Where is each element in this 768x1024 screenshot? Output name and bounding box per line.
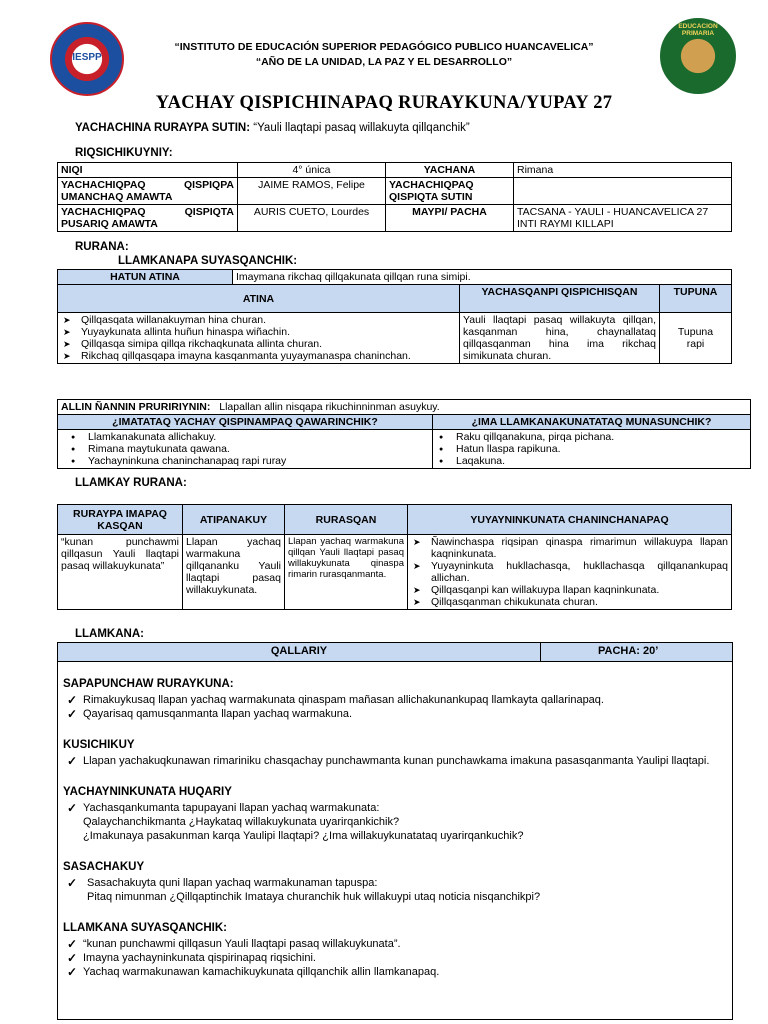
riqsichikuyniy-heading: RIQSICHIKUYNIY: xyxy=(75,147,173,159)
section-title: KUSICHIKUY xyxy=(63,739,135,751)
rubric-cell-3: Llapan yachaq warmakuna qillqan Yauli llaqtapi pasaq willakuykunata qinaspa rimarin rurasqanmanta. xyxy=(285,535,408,610)
table-row xyxy=(58,415,751,430)
institution-name: “INSTITUTO DE EDUCACIÓN SUPERIOR PEDAGÓGICO PUBLICO HUANCAVELICA” xyxy=(174,41,594,53)
llamkana-body xyxy=(63,665,723,979)
list-item: ¿Imakunaya pasakunman karqa Yaulipi llaqtapi? ¿Ima willakuykunatataq uyarirqankuchik? xyxy=(83,830,524,842)
info-value xyxy=(514,178,732,205)
list-item: ✓ Yachaq warmakunawan kamachikuykunata qillqanchik allin llamkanapaq. xyxy=(63,965,723,979)
table-row xyxy=(58,400,751,415)
list-item: ● Raku qillqanakuna, pirqa pichana. xyxy=(436,431,747,443)
allin-label: ALLIN ÑANNIN PRURIRIYNIN: xyxy=(61,401,211,413)
info-key: YACHANA xyxy=(386,163,514,178)
list-item: ● Rimana maytukunata qawana. xyxy=(68,443,429,455)
rubric-header-2: ATIPANAKUY xyxy=(183,505,285,535)
rubric-header-1: RURAYPA IMAPAQ KASQAN xyxy=(58,505,183,535)
list-item: ➤ Qillqasqanman chikukunata churan. xyxy=(411,596,728,608)
answer-list-1-cell xyxy=(58,430,433,469)
atina-header: ATINA xyxy=(58,285,460,313)
allin-table xyxy=(57,399,751,469)
llamkay-rurana-heading: LLAMKAY RURANA: xyxy=(75,477,187,489)
section-list xyxy=(63,937,723,979)
qallariy-bar xyxy=(58,643,732,662)
section-list xyxy=(63,754,723,768)
answer-list-2-cell xyxy=(433,430,751,469)
section-title: LLAMKANA SUYASQANCHIK: xyxy=(63,922,227,934)
section-list xyxy=(63,693,723,721)
list-item: ✓ Yachasqankumanta tapupayani llapan yachaq warmakunata: xyxy=(63,801,723,815)
sutin-key: YACHACHINA RURAYPA SUTIN: xyxy=(75,122,251,134)
rubric-header-3: RURASQAN xyxy=(285,505,408,535)
rubric-table xyxy=(57,504,732,610)
list-item: ● Yachayninkuna chaninchanapaq rapi ruray xyxy=(68,455,429,467)
table-row xyxy=(58,205,732,232)
table-row xyxy=(58,535,732,610)
table-row xyxy=(58,163,732,178)
pacha-header: PACHA: 20’ xyxy=(598,645,659,657)
info-key: YACHACHIQPAQ QISPIQTA PUSARIQ AMAWTA xyxy=(58,205,238,232)
list-item: ✓ Qayarisaq qamusqanmanta llapan yachaq warmakuna. xyxy=(63,707,723,721)
info-key: NIQI xyxy=(58,163,238,178)
section-list xyxy=(63,801,723,843)
list-item: ✓ Imayna yachayninkunata qispirinapaq riqsichini. xyxy=(63,951,723,965)
info-value: 4° única xyxy=(238,163,386,178)
sutin-label xyxy=(75,122,470,134)
list-item: ✓ Rimakuykusaq llapan yachaq warmakunata qinaspam mañasan allichakunankupaq llamkayta qallarinapaq. xyxy=(63,693,723,707)
llamkana-frame xyxy=(57,642,733,1020)
section-title: SAPAPUNCHAW RURAYKUNA: xyxy=(63,678,234,690)
pacha-divider xyxy=(540,643,541,661)
list-item: ➤ Ñawinchaspa riqsipan qinaspa rimarimun willakuypa llapan kaqninkunata. xyxy=(411,536,728,560)
page-title: YACHAY QISPICHINAPAQ RURAYKUNA/YUPAY 27 xyxy=(155,93,613,113)
llamkana-heading: LLAMKANA: xyxy=(75,628,144,640)
list-item: ● Hatun llaspa rapikuna. xyxy=(436,443,747,455)
list-item: ➤ Yuyayninkuta hukllachasqa, hukllachasqa qillqanankupaq allichan. xyxy=(411,560,728,584)
list-item: ✓ Sasachakuyta quni llapan yachaq warmakunaman tapuspa: xyxy=(63,876,723,890)
info-table xyxy=(57,162,732,232)
table-row xyxy=(58,270,732,285)
iespp-logo-text: IESPP xyxy=(72,52,102,63)
allin-value: Llapallan allin nisqapa rikuchinninman asuykuy. xyxy=(219,401,440,413)
list-item: ➤ Yuyaykunata allinta huñun hinaspa wiñachin. xyxy=(61,326,456,338)
table-row xyxy=(58,430,751,469)
rurana-heading: RURANA: xyxy=(75,241,129,253)
list-item: ➤ Rikchaq qillqasqapa imayna kasqanmanta yuyaymanaspa chaninchan. xyxy=(61,350,456,362)
table-row xyxy=(58,313,732,364)
list-item: ✓ Llapan yachakuqkunawan rimariniku chasqachay punchawmanta kunan punchawkama imakuna pasasqanmanta Yaulipi llaqtapi. xyxy=(63,754,723,768)
section-title: SASACHAKUY xyxy=(63,861,145,873)
question-2: ¿IMA LLAMKANAKUNATATAQ MUNASUNCHIK? xyxy=(433,415,751,430)
sutin-value: “Yauli llaqtapi pasaq willakuyta qillqanchik” xyxy=(253,122,470,134)
rubric-cell-4 xyxy=(408,535,732,610)
hatun-atina-label: HATUN ATINA xyxy=(58,270,233,285)
rubric-header-4: YUYAYNINKUNATA CHANINCHANAPAQ xyxy=(408,505,732,535)
rubric-cell-1: “kunan punchawmi qillqasun Yauli llaqtapi pasaq willakuykunata” xyxy=(58,535,183,610)
info-value: Rimana xyxy=(514,163,732,178)
section-title: YACHAYNINKUNATA HUQARIY xyxy=(63,786,232,798)
list-item: Pitaq nimunman ¿Qillqaptinchik Imataya churanchik huk willakuypi utaq noticia nisqanchikpi? xyxy=(87,891,541,903)
yachasqan-text: Yauli llaqtapi pasaq willakuyta qillqan, kasqanman hina, chaynallataq qillqasqanman hina ima rikchaq simikunata churan. xyxy=(460,313,660,364)
answer-list-2 xyxy=(436,431,747,467)
table-row xyxy=(58,178,732,205)
qallariy-header: QALLARIY xyxy=(270,645,328,657)
year-motto: “AÑO DE LA UNIDAD, LA PAZ Y EL DESARROLLO” xyxy=(255,56,513,68)
tupuna-header: TUPUNA xyxy=(660,285,732,313)
list-item: ● Llamkanakunata allichakuy. xyxy=(68,431,429,443)
table-row xyxy=(58,285,732,313)
rubric-cell-2: Llapan yachaq warmakuna qillqananku Yauli llaqtapi pasaq willakuykunata. xyxy=(183,535,285,610)
yachasqan-header: YACHASQANPI QISPICHISQAN xyxy=(460,285,660,313)
educacion-primaria-logo-text: EDUCACION PRIMARIA xyxy=(678,23,718,37)
list-item: ● Laqakuna. xyxy=(436,455,747,467)
list-item: ✓ “kunan punchawmi qillqasun Yauli llaqtapi pasaq willakuykunata”. xyxy=(63,937,723,951)
list-item: Qalaychanchikmanta ¿Haykataq willakuykunata uyarirqankichik? xyxy=(83,816,400,828)
competency-table xyxy=(57,269,732,364)
list-item: ➤ Qillqasqata willanakuyman hina churan. xyxy=(61,314,456,326)
atina-list xyxy=(61,314,456,362)
list-item: ➤ Qillqasqanpi kan willakuypa llapan kaqninkunata. xyxy=(411,584,728,596)
section-list xyxy=(63,876,723,904)
allin-row xyxy=(58,400,751,415)
tupuna-text: Tupuna rapi xyxy=(660,313,732,364)
info-value: TACSANA - YAULI - HUANCAVELICA 27 INTI RAYMI KILLAPI xyxy=(514,205,732,232)
rubric-criteria xyxy=(411,536,728,608)
info-value: AURIS CUETO, Lourdes xyxy=(238,205,386,232)
info-key: YACHACHIQPAQ QISPIQPA UMANCHAQ AMAWTA xyxy=(58,178,238,205)
answer-list-1 xyxy=(68,431,429,467)
info-key: MAYPI/ PACHA xyxy=(386,205,514,232)
hatun-atina-value: Imaymana rikchaq qillqakunata qillqan runa simipi. xyxy=(233,270,732,285)
list-item: ➤ Qillqasqa simipa qillqa rikchaqkunata allinta churan. xyxy=(61,338,456,350)
atina-list-cell xyxy=(58,313,460,364)
table-row xyxy=(58,505,732,535)
info-key: YACHACHIQPAQ QISPIQTA SUTIN xyxy=(386,178,514,205)
llamkanapa-heading: LLAMKANAPA SUYASQANCHIK: xyxy=(118,255,298,267)
info-value: JAIME RAMOS, Felipe xyxy=(238,178,386,205)
question-1: ¿IMATATAQ YACHAY QISPINAMPAQ QAWARINCHIK? xyxy=(58,415,433,430)
